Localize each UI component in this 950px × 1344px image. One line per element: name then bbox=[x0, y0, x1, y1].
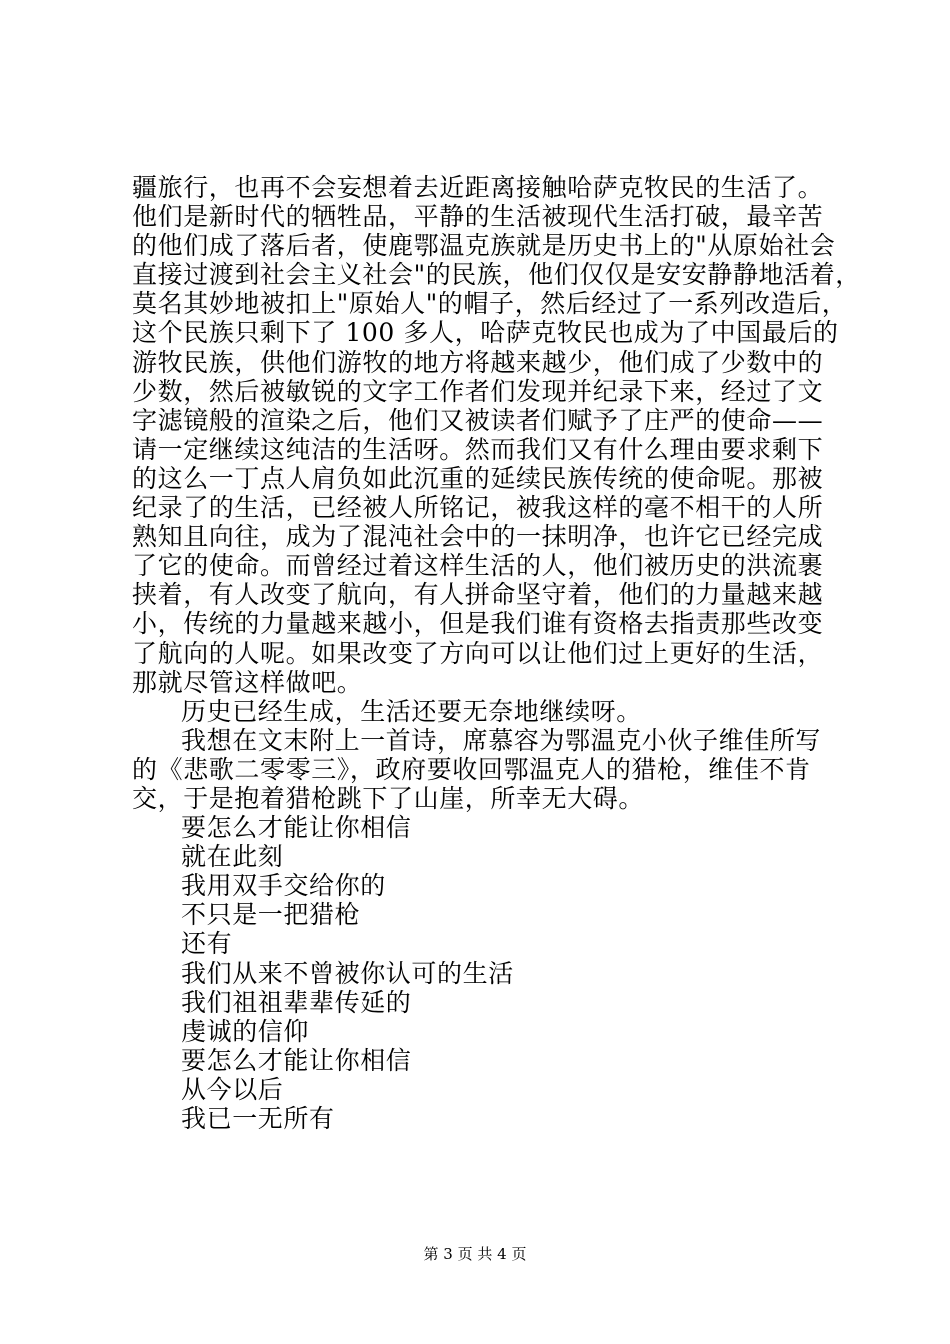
paragraph-line: 的他们成了落后者，使鹿鄂温克族就是历史书上的"从原始社会 bbox=[132, 231, 836, 261]
paragraph-line: 我想在文末附上一首诗，席慕容为鄂温克小伙子维佳所写 bbox=[181, 725, 822, 755]
paragraph-line: 熟知且向往，成为了混沌社会中的一抹明净，也许它已经完成 bbox=[132, 522, 824, 552]
poem-line: 要怎么才能让你相信 bbox=[181, 813, 412, 843]
essay-body bbox=[132, 173, 861, 1133]
paragraph-line: 请一定继续这纯洁的生活呀。然而我们又有什么理由要求剩下 bbox=[132, 434, 824, 464]
paragraph-line: 他们是新时代的牺牲品，平静的生活被现代生活打破，最辛苦 bbox=[132, 202, 824, 232]
poem-line: 还有 bbox=[181, 929, 233, 959]
paragraph-line: 的《悲歌二零零三》，政府要收回鄂温克人的猎枪，维佳不肯 bbox=[132, 754, 811, 784]
paragraph-line: 了它的使命。而曾经过着这样生活的人，他们被历史的洪流裹 bbox=[132, 551, 824, 581]
paragraph-line: 疆旅行，也再不会妄想着去近距离接触哈萨克牧民的生活了。 bbox=[132, 173, 824, 202]
paragraph-line: 少数，然后被敏锐的文字工作者们发现并纪录下来，经过了文 bbox=[132, 376, 824, 406]
poem-line: 不只是一把猎枪 bbox=[181, 900, 361, 930]
poem-line: 我用双手交给你的 bbox=[181, 871, 386, 901]
poem-line: 我们从来不曾被你认可的生活 bbox=[181, 958, 514, 988]
page-number-label: 第 3 页 共 4 页 bbox=[423, 1245, 527, 1263]
paragraph-line: 挟着，有人改变了航向，有人拼命坚守着，他们的力量越来越 bbox=[132, 580, 824, 610]
paragraph-line: 游牧民族，供他们游牧的地方将越来越少，他们成了少数中的 bbox=[132, 347, 824, 377]
paragraph-line: 纪录了的生活，已经被人所铭记，被我这样的毫不相干的人所 bbox=[132, 493, 824, 523]
paragraph-line: 历史已经生成，生活还要无奈地继续呀。 bbox=[181, 696, 642, 726]
paragraph-line: 字滤镜般的渲染之后，他们又被读者们赋予了庄严的使命—— bbox=[132, 405, 824, 435]
page-footer bbox=[0, 1244, 950, 1264]
paragraph-line: 直接过渡到社会主义社会"的民族，他们仅仅是安安静静地活着， bbox=[132, 260, 861, 290]
paragraph-line: 莫名其妙地被扣上"原始人"的帽子，然后经过了一系列改造后， bbox=[132, 289, 848, 319]
poem-line: 从今以后 bbox=[181, 1074, 284, 1104]
poem-line: 虔诚的信仰 bbox=[181, 1016, 310, 1046]
paragraph-line: 小，传统的力量越来越小，但是我们谁有资格去指责那些改变 bbox=[132, 609, 824, 639]
paragraph-line: 那就尽管这样做吧。 bbox=[132, 667, 363, 697]
paragraph-line: 了航向的人呢。如果改变了方向可以让他们过上更好的生活， bbox=[132, 638, 824, 668]
poem-line: 我们祖祖辈辈传延的 bbox=[181, 987, 412, 1017]
poem-line: 要怎么才能让你相信 bbox=[181, 1045, 412, 1075]
poem-line: 就在此刻 bbox=[181, 842, 284, 872]
poem-line: 我已一无所有 bbox=[181, 1104, 335, 1133]
paragraph-line: 的这么一丁点人肩负如此沉重的延续民族传统的使命呢。那被 bbox=[132, 463, 824, 493]
paragraph-line: 这个民族只剩下了 100 多人，哈萨克牧民也成为了中国最后的 bbox=[132, 318, 839, 348]
paragraph-line: 交，于是抱着猎枪跳下了山崖，所幸无大碍。 bbox=[132, 783, 645, 813]
